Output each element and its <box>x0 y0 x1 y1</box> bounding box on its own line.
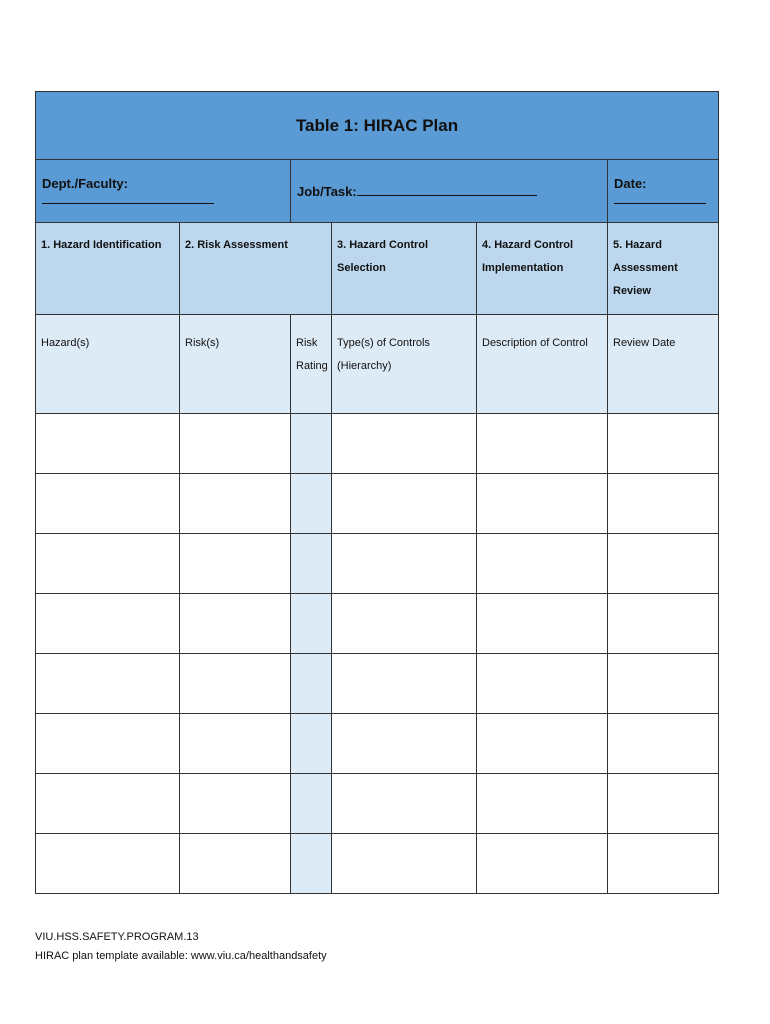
date-line[interactable] <box>614 191 706 204</box>
column-risks: Risk(s) <box>180 315 291 414</box>
risk-cell[interactable] <box>180 594 291 654</box>
job-task-label: Job/Task: <box>297 184 357 199</box>
section-hazard-control-selection: 3. Hazard Control Selection <box>332 223 477 315</box>
job-task-field[interactable] <box>291 160 608 223</box>
hazard-cell[interactable] <box>36 594 180 654</box>
risk-rating-cell[interactable] <box>291 774 332 834</box>
risk-cell[interactable] <box>180 714 291 774</box>
review-date-cell[interactable] <box>608 594 719 654</box>
column-risk-rating: Risk Rating <box>291 315 332 414</box>
risk-rating-cell[interactable] <box>291 714 332 774</box>
review-date-cell[interactable] <box>608 654 719 714</box>
control-description-cell[interactable] <box>477 714 608 774</box>
document-code: VIU.HSS.SAFETY.PROGRAM.13 <box>35 931 199 943</box>
review-date-cell[interactable] <box>608 774 719 834</box>
control-description-cell[interactable] <box>477 594 608 654</box>
risk-rating-cell[interactable] <box>291 834 332 894</box>
hazard-cell[interactable] <box>36 714 180 774</box>
table-row <box>36 834 719 894</box>
section-risk-assessment: 2. Risk Assessment <box>180 223 332 315</box>
column-control-description: Description of Control <box>477 315 608 414</box>
review-date-cell[interactable] <box>608 534 719 594</box>
risk-cell[interactable] <box>180 774 291 834</box>
section-hazard-identification: 1. Hazard Identification <box>36 223 180 315</box>
dept-faculty-field[interactable] <box>36 160 291 223</box>
review-date-cell[interactable] <box>608 714 719 774</box>
hazard-cell[interactable] <box>36 654 180 714</box>
job-task-line[interactable] <box>357 183 537 196</box>
risk-rating-cell[interactable] <box>291 654 332 714</box>
section-hazard-control-implementation: 4. Hazard Control Implementation <box>477 223 608 315</box>
hirac-table <box>35 91 719 894</box>
risk-cell[interactable] <box>180 414 291 474</box>
hazard-cell[interactable] <box>36 474 180 534</box>
control-description-cell[interactable] <box>477 834 608 894</box>
control-type-cell[interactable] <box>332 834 477 894</box>
column-review-date: Review Date <box>608 315 719 414</box>
date-label: Date: <box>614 175 647 191</box>
risk-rating-cell[interactable] <box>291 534 332 594</box>
control-type-cell[interactable] <box>332 594 477 654</box>
control-type-cell[interactable] <box>332 714 477 774</box>
control-type-cell[interactable] <box>332 654 477 714</box>
section-hazard-assessment-review: 5. Hazard Assessment Review <box>608 223 719 315</box>
control-type-cell[interactable] <box>332 474 477 534</box>
hazard-cell[interactable] <box>36 414 180 474</box>
control-description-cell[interactable] <box>477 414 608 474</box>
column-hazards: Hazard(s) <box>36 315 180 414</box>
table-title: Table 1: HIRAC Plan <box>36 92 719 160</box>
review-date-cell[interactable] <box>608 834 719 894</box>
control-description-cell[interactable] <box>477 654 608 714</box>
hazard-cell[interactable] <box>36 534 180 594</box>
footer <box>35 928 327 966</box>
review-date-cell[interactable] <box>608 474 719 534</box>
risk-cell[interactable] <box>180 654 291 714</box>
risk-cell[interactable] <box>180 474 291 534</box>
hirac-plan-form <box>35 91 718 894</box>
risk-cell[interactable] <box>180 834 291 894</box>
control-description-cell[interactable] <box>477 774 608 834</box>
table-row <box>36 774 719 834</box>
date-field[interactable] <box>608 160 719 223</box>
risk-rating-cell[interactable] <box>291 594 332 654</box>
table-row <box>36 594 719 654</box>
table-row <box>36 534 719 594</box>
hazard-cell[interactable] <box>36 834 180 894</box>
column-control-types: Type(s) of Controls (Hierarchy) <box>332 315 477 414</box>
hazard-cell[interactable] <box>36 774 180 834</box>
control-type-cell[interactable] <box>332 774 477 834</box>
table-row <box>36 474 719 534</box>
template-note: HIRAC plan template available: www.viu.ca/healthandsafety <box>35 950 327 962</box>
risk-rating-cell[interactable] <box>291 414 332 474</box>
control-type-cell[interactable] <box>332 414 477 474</box>
risk-cell[interactable] <box>180 534 291 594</box>
control-description-cell[interactable] <box>477 534 608 594</box>
review-date-cell[interactable] <box>608 414 719 474</box>
table-row <box>36 654 719 714</box>
table-row <box>36 414 719 474</box>
control-description-cell[interactable] <box>477 474 608 534</box>
table-row <box>36 714 719 774</box>
dept-faculty-label: Dept./Faculty: <box>42 175 128 191</box>
control-type-cell[interactable] <box>332 534 477 594</box>
dept-faculty-line[interactable] <box>42 191 214 204</box>
risk-rating-cell[interactable] <box>291 474 332 534</box>
